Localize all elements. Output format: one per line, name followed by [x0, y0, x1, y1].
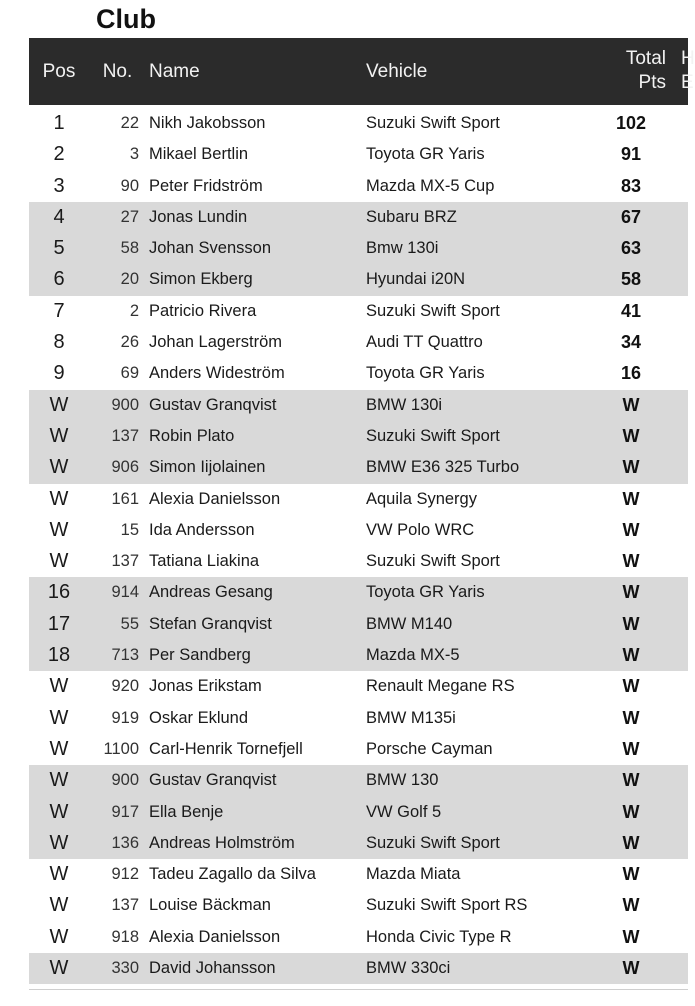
table-row [29, 734, 688, 765]
table-row [29, 577, 688, 608]
row-position: W [49, 487, 69, 510]
table-row [29, 139, 688, 170]
row-vehicle: BMW E36 325 Turbo [366, 458, 520, 477]
table-row [29, 202, 688, 233]
row-vehicle: BMW 130 [366, 771, 439, 790]
row-position: W [49, 894, 69, 917]
row-driver-name: David Johansson [149, 959, 276, 978]
table-bottom-divider [29, 989, 688, 990]
row-vehicle: Toyota GR Yaris [366, 364, 485, 383]
table-row [29, 484, 688, 515]
row-driver-name: Oskar Eklund [149, 708, 249, 727]
row-total-points: W [622, 958, 640, 979]
header-number: No. [102, 61, 133, 82]
row-total-points: W [622, 707, 640, 728]
row-position: W [49, 518, 69, 541]
table-row [29, 515, 688, 546]
row-car-number: 15 [120, 520, 139, 539]
row-position: 8 [53, 331, 65, 354]
row-driver-name: Mikael Bertlin [149, 145, 249, 164]
row-car-number: 137 [111, 426, 139, 445]
row-driver-name: Tatiana Liakina [149, 552, 260, 571]
table-row [29, 327, 688, 358]
row-vehicle: Toyota GR Yaris [366, 145, 485, 164]
row-car-number: 914 [111, 583, 139, 602]
row-total-points: 58 [620, 269, 642, 290]
row-car-number: 20 [120, 270, 139, 289]
row-driver-name: Peter Fridström [149, 176, 263, 195]
row-position: 18 [47, 644, 71, 667]
row-car-number: 58 [120, 239, 139, 258]
row-total-points: 102 [615, 113, 647, 133]
row-driver-name: Ella Benje [149, 802, 224, 821]
row-position: W [49, 737, 69, 760]
table-row [29, 859, 688, 890]
table-row [29, 671, 688, 702]
row-total-points: 41 [620, 300, 642, 321]
header-extra-line1: H [681, 48, 695, 69]
row-vehicle: Mazda MX-5 Cup [366, 176, 495, 195]
row-position: W [49, 957, 69, 980]
header-vehicle: Vehicle [366, 61, 428, 82]
table-row [29, 922, 688, 953]
row-driver-name: Carl-Henrik Tornefjell [149, 739, 303, 758]
row-car-number: 918 [111, 927, 139, 946]
row-position: W [49, 706, 69, 729]
row-total-points: 91 [620, 144, 642, 165]
row-total-points: W [622, 425, 640, 446]
table-row [29, 890, 688, 921]
row-vehicle: Aquila Synergy [366, 489, 477, 508]
row-car-number: 900 [111, 771, 139, 790]
table-header [29, 38, 695, 105]
table-row [29, 358, 688, 389]
row-position: 4 [53, 205, 65, 228]
row-driver-name: Johan Svensson [149, 239, 272, 258]
row-position: W [49, 424, 69, 447]
row-vehicle: Suzuki Swift Sport [366, 833, 500, 852]
row-vehicle: Subaru BRZ [366, 207, 457, 226]
row-position: W [49, 925, 69, 948]
row-vehicle: Mazda Miata [366, 865, 461, 884]
header-extra-column [681, 47, 695, 95]
row-car-number: 330 [111, 959, 139, 978]
row-car-number: 27 [120, 207, 139, 226]
row-total-points: W [622, 926, 640, 947]
table-row [29, 296, 688, 327]
row-driver-name: Simon Iijolainen [149, 458, 266, 477]
row-vehicle: Renault Megane RS [366, 677, 515, 696]
row-car-number: 900 [111, 395, 139, 414]
row-vehicle: Suzuki Swift Sport RS [366, 896, 528, 915]
row-driver-name: Patricio Rivera [149, 301, 257, 320]
row-driver-name: Jonas Lundin [149, 207, 248, 226]
page-title: Club [96, 4, 156, 34]
row-car-number: 136 [111, 833, 139, 852]
row-car-number: 2 [129, 301, 139, 320]
row-total-points: W [622, 519, 640, 540]
row-vehicle: VW Polo WRC [366, 520, 475, 539]
row-position: W [49, 863, 69, 886]
row-car-number: 137 [111, 896, 139, 915]
table-row [29, 390, 688, 421]
row-position: W [49, 831, 69, 854]
row-driver-name: Jonas Erikstam [149, 677, 262, 696]
row-driver-name: Louise Bäckman [149, 896, 271, 915]
table-row [29, 108, 688, 139]
row-total-points: W [622, 613, 640, 634]
row-total-points: W [622, 582, 640, 603]
row-position: 9 [53, 362, 65, 385]
row-total-points: W [622, 895, 640, 916]
row-position: 2 [53, 143, 65, 166]
row-car-number: 920 [111, 677, 139, 696]
row-car-number: 161 [111, 489, 139, 508]
row-vehicle: VW Golf 5 [366, 802, 442, 821]
row-car-number: 919 [111, 708, 139, 727]
header-total-line2: Pts [638, 72, 666, 93]
row-position: W [49, 675, 69, 698]
row-total-points: 83 [620, 175, 642, 196]
row-total-points: 67 [620, 206, 642, 227]
table-row [29, 452, 688, 483]
row-car-number: 69 [120, 364, 139, 383]
row-car-number: 22 [120, 114, 139, 132]
row-total-points: 16 [620, 363, 642, 384]
row-position: W [49, 393, 69, 416]
row-vehicle: Mazda MX-5 [366, 646, 460, 665]
row-position: 17 [47, 612, 71, 635]
row-vehicle: Toyota GR Yaris [366, 583, 485, 602]
row-driver-name: Alexia Danielsson [149, 489, 281, 508]
row-driver-name: Robin Plato [149, 426, 235, 445]
table-row [29, 640, 688, 671]
table-row [29, 171, 688, 202]
row-total-points: W [622, 551, 640, 572]
row-total-points: 63 [620, 238, 642, 259]
row-total-points: W [622, 864, 640, 885]
row-total-points: 34 [620, 332, 642, 353]
table-row [29, 546, 688, 577]
table-row [29, 609, 688, 640]
row-vehicle: Bmw 130i [366, 239, 439, 258]
row-driver-name: Stefan Granqvist [149, 614, 272, 633]
header-total-points [596, 47, 666, 95]
row-driver-name: Anders Wideström [149, 364, 285, 383]
row-total-points: W [622, 457, 640, 478]
row-vehicle: Hyundai i20N [366, 270, 466, 289]
results-table [29, 38, 695, 984]
table-row [29, 953, 688, 984]
row-vehicle: Suzuki Swift Sport [366, 426, 500, 445]
table-row [29, 264, 688, 295]
row-driver-name: Tadeu Zagallo da Silva [149, 865, 316, 884]
row-vehicle: Audi TT Quattro [366, 333, 483, 352]
row-driver-name: Andreas Gesang [149, 583, 273, 602]
row-vehicle: Suzuki Swift Sport [366, 114, 500, 132]
row-vehicle: Suzuki Swift Sport [366, 301, 500, 320]
row-total-points: W [622, 770, 640, 791]
row-vehicle: BMW 130i [366, 395, 443, 414]
row-driver-name: Ida Andersson [149, 520, 255, 539]
table-row [29, 797, 688, 828]
row-total-points: W [622, 645, 640, 666]
table-row [29, 233, 688, 264]
row-car-number: 3 [129, 145, 139, 164]
row-total-points: W [622, 676, 640, 697]
row-total-points: W [622, 801, 640, 822]
table-row [29, 765, 688, 796]
table-body [29, 108, 688, 984]
row-driver-name: Simon Ekberg [149, 270, 253, 289]
row-driver-name: Gustav Granqvist [149, 771, 277, 790]
row-driver-name: Johan Lagerström [149, 333, 282, 352]
row-vehicle: Porsche Cayman [366, 739, 493, 758]
header-pos: Pos [42, 61, 76, 82]
row-car-number: 912 [111, 865, 139, 884]
table-row [29, 703, 688, 734]
row-car-number: 26 [120, 333, 139, 352]
row-vehicle: BMW M135i [366, 708, 456, 727]
row-position: 1 [53, 112, 65, 134]
row-car-number: 55 [120, 614, 139, 633]
row-position: W [49, 769, 69, 792]
row-total-points: W [622, 394, 640, 415]
row-driver-name: Per Sandberg [149, 646, 251, 665]
table-row [29, 828, 688, 859]
row-car-number: 90 [120, 176, 139, 195]
row-driver-name: Gustav Granqvist [149, 395, 277, 414]
row-total-points: W [622, 488, 640, 509]
row-position: 16 [47, 581, 71, 604]
row-position: 5 [53, 237, 65, 260]
header-name: Name [149, 61, 200, 82]
row-total-points: W [622, 832, 640, 853]
row-total-points: W [622, 738, 640, 759]
row-vehicle: BMW 330ci [366, 959, 451, 978]
header-total-line1: Total [625, 48, 666, 69]
row-vehicle: Honda Civic Type R [366, 927, 512, 946]
row-driver-name: Alexia Danielsson [149, 927, 281, 946]
row-position: 3 [53, 174, 65, 197]
row-position: W [49, 456, 69, 479]
row-car-number: 713 [111, 646, 139, 665]
row-car-number: 137 [111, 552, 139, 571]
header-extra-line2: E [681, 72, 694, 93]
row-car-number: 906 [111, 458, 139, 477]
row-driver-name: Nikh Jakobsson [149, 114, 266, 132]
row-car-number: 1100 [103, 739, 139, 758]
row-position: 6 [53, 268, 65, 291]
row-vehicle: Suzuki Swift Sport [366, 552, 500, 571]
row-driver-name: Andreas Holmström [149, 833, 295, 852]
row-position: W [49, 550, 69, 573]
table-row [29, 421, 688, 452]
row-vehicle: BMW M140 [366, 614, 453, 633]
row-position: 7 [53, 299, 65, 322]
row-position: W [49, 800, 69, 823]
row-car-number: 917 [111, 802, 139, 821]
